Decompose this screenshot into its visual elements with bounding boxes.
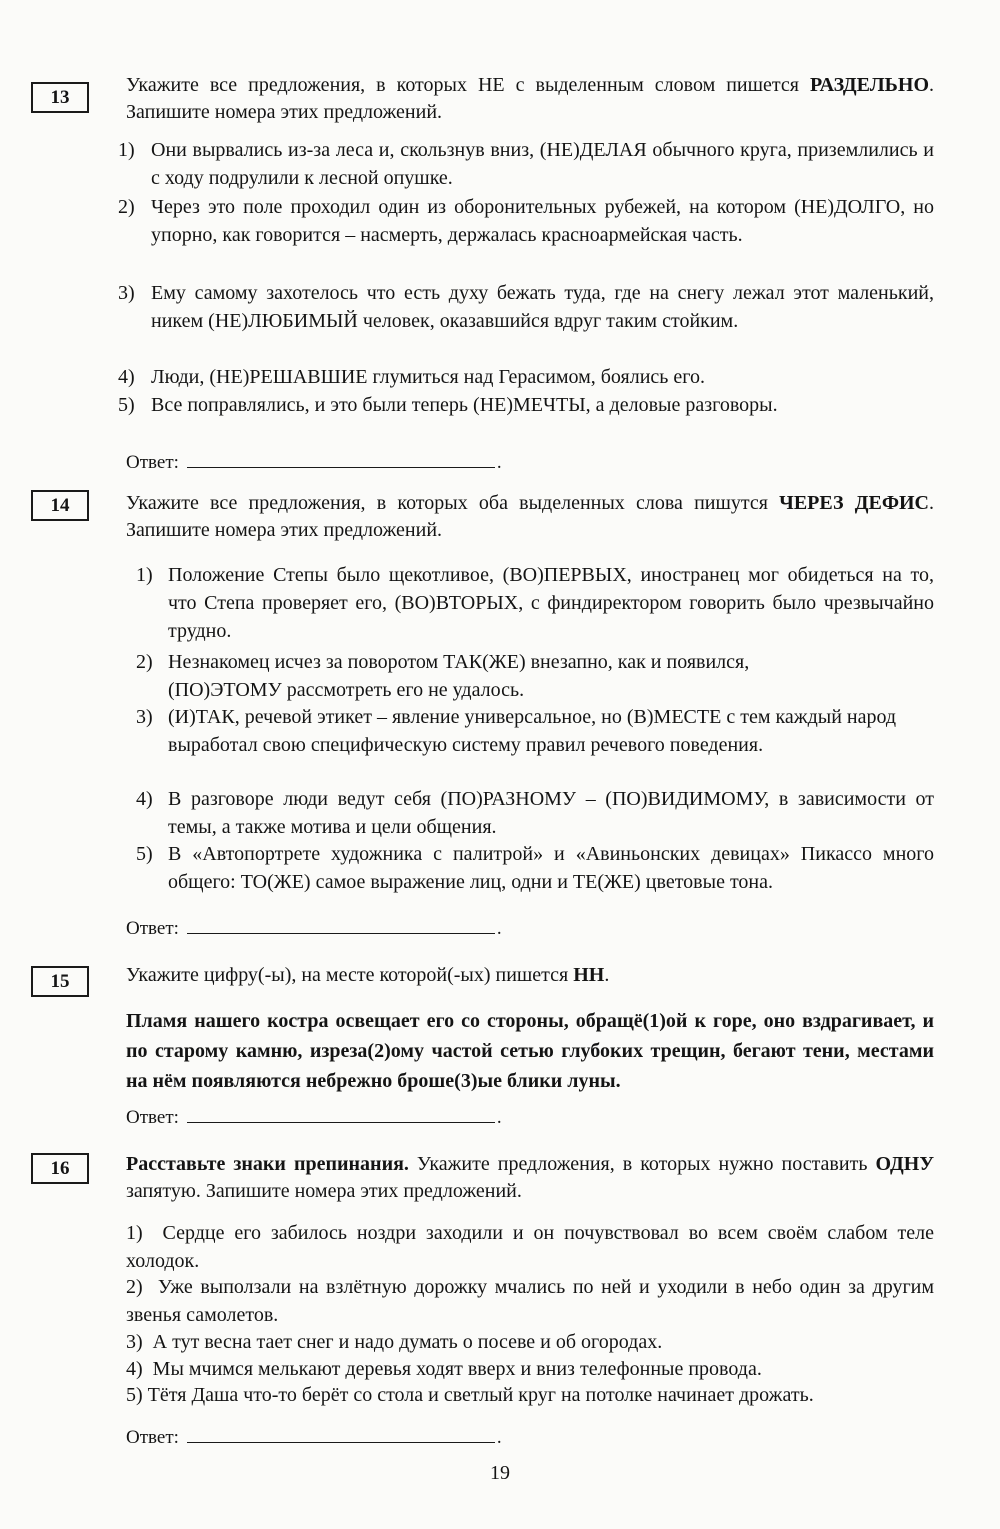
item-text: А тут весна тает снег и надо думать о посеве и об огородах. xyxy=(152,1331,663,1353)
item-text: Тётя Даша что-то берёт со стола и светлый круг на потолке начинает дрожать. xyxy=(147,1384,814,1406)
item-number: 2) xyxy=(118,196,135,218)
instr-bold: ОДНУ xyxy=(875,1153,934,1175)
answer-field: Ответ: . xyxy=(126,449,502,475)
item-number: 1) xyxy=(118,139,135,161)
instr-text: запятую. Запишите номера этих предложений. xyxy=(126,1180,522,1202)
instr-text: Укажите все предложения, в которых оба выделенных слова пишутся xyxy=(126,492,780,514)
task-14-instruction xyxy=(126,490,934,544)
answer-field: Ответ: . xyxy=(126,1104,502,1130)
instr-bold: НН xyxy=(573,964,605,986)
item-text: Сердце его забилось ноздри заходили и он почувствовал во всем своём слабом теле холодок. xyxy=(126,1222,934,1272)
item-number: 5) xyxy=(118,394,135,416)
item-text: Положение Степы было щекотливое, (ВО)ПЕРВЫХ, иностранец мог обидеться на то, что Степа проверяет его, (ВО)ВТОРЫХ, с финдиректором говорить было чрезвычайно трудно. xyxy=(168,564,934,642)
list-item xyxy=(126,1273,934,1329)
answer-line[interactable] xyxy=(187,1104,495,1123)
list-item xyxy=(136,785,934,841)
task-16-instruction xyxy=(126,1151,934,1205)
answer-label: Ответ: xyxy=(126,1107,179,1128)
item-number: 2) xyxy=(136,651,153,673)
answer-label: Ответ: xyxy=(126,918,179,939)
task-number-13: 13 xyxy=(31,82,89,113)
answer-label: Ответ: xyxy=(126,1427,179,1448)
task-15-passage: Пламя нашего костра освещает его со стороны, обращё(1)ой к горе, оно вздрагивает, и по старому камню, изреза(2)ому частой сетью глубоких трещин, бегают тени, местами на нём появляются небрежно броше(3)ые блики луны. xyxy=(126,1010,934,1092)
list-item xyxy=(126,1219,934,1275)
list-item xyxy=(136,703,934,759)
item-number: 1) xyxy=(126,1222,143,1244)
instr-text: . Запишите номера этих предложений. xyxy=(126,74,934,123)
item-text: (И)ТАК, речевой этикет – явление универсальное, но (В)МЕСТЕ с тем каждый народ выработал свою специфическую систему правил речевого поведения. xyxy=(168,706,897,756)
item-text: Мы мчимся мелькают деревья ходят вверх и вниз телефонные провода. xyxy=(152,1358,762,1380)
task-number-14: 14 xyxy=(31,490,89,521)
answer-field: Ответ: . xyxy=(126,1424,502,1450)
list-item xyxy=(118,279,934,335)
list-item xyxy=(118,136,934,192)
item-number: 5) xyxy=(126,1384,143,1406)
list-item xyxy=(126,1381,934,1409)
item-text: Все поправлялись, и это были теперь (НЕ)МЕЧТЫ, а деловые разговоры. xyxy=(151,394,778,416)
task-15-instruction xyxy=(126,962,934,989)
list-item xyxy=(126,1355,934,1383)
item-text: В разговоре люди ведут себя (ПО)РАЗНОМУ – (ПО)ВИДИМОМУ, в зависимости от темы, а также мотива и цели общения. xyxy=(168,788,934,838)
list-item xyxy=(126,1328,934,1356)
instr-text: Укажите цифру(-ы), на месте которой(-ых) пишется xyxy=(126,964,574,986)
item-text: Ему самому захотелось что есть духу бежать туда, где на снегу лежал этот маленький, никем (НЕ)ЛЮБИМЫЙ человек, оказавшийся вдруг таким стойким. xyxy=(151,282,934,332)
list-item xyxy=(118,391,934,419)
item-text: Уже выползали на взлётную дорожку мчались по ней и уходили в небо один за другим звенья самолетов. xyxy=(126,1276,935,1326)
item-number: 1) xyxy=(136,564,153,586)
list-item xyxy=(136,561,934,645)
item-number: 3) xyxy=(126,1331,143,1353)
instr-bold: РАЗДЕЛЬНО xyxy=(809,74,929,96)
item-number: 4) xyxy=(136,788,153,810)
answer-line[interactable] xyxy=(187,449,495,468)
task-13-instruction xyxy=(126,72,934,126)
answer-line[interactable] xyxy=(187,915,495,934)
list-item xyxy=(118,193,934,249)
task-number-15: 15 xyxy=(31,966,89,997)
instr-bold: ЧЕРЕЗ ДЕФИС xyxy=(779,492,929,514)
item-number: 4) xyxy=(126,1358,143,1380)
list-item xyxy=(136,648,856,704)
item-text: В «Автопортрете художника с палитрой» и «Авиньонских девицах» Пикассо много общего: ТО(ЖЕ) самое выражение лиц, одни и ТЕ(ЖЕ) цветовые тона. xyxy=(168,843,934,893)
item-number: 2) xyxy=(126,1276,143,1298)
answer-label: Ответ: xyxy=(126,452,179,473)
task-number-16: 16 xyxy=(31,1153,89,1184)
instr-text: . Запишите номера этих предложений. xyxy=(126,492,934,541)
instr-text: Укажите все предложения, в которых НЕ с выделенным словом пишется xyxy=(126,74,810,96)
instr-text: Укажите предложения, в которых нужно поставить xyxy=(408,1153,876,1175)
answer-field: Ответ: . xyxy=(126,915,502,941)
item-number: 4) xyxy=(118,366,135,388)
list-item xyxy=(118,363,934,391)
item-text: Люди, (НЕ)РЕШАВШИЕ глумиться над Герасимом, боялись его. xyxy=(151,366,706,388)
item-number: 5) xyxy=(136,843,153,865)
list-item xyxy=(136,840,934,896)
instr-text: . xyxy=(604,964,610,986)
item-text: Через это поле проходил один из оборонительных рубежей, на котором (НЕ)ДОЛГО, но упорно, как говорится – насмерть, держалась красноармейская часть. xyxy=(151,196,934,246)
item-text: Незнакомец исчез за поворотом ТАК(ЖЕ) внезапно, как и появился, (ПО)ЭТОМУ рассмотреть его не удалось. xyxy=(168,651,750,701)
item-number: 3) xyxy=(136,706,153,728)
item-number: 3) xyxy=(118,282,135,304)
answer-line[interactable] xyxy=(187,1424,495,1443)
item-text: Они вырвались из-за леса и, скользнув вниз, (НЕ)ДЕЛАЯ обычного круга, приземлились и с ходу подрулили к лесной опушке. xyxy=(151,139,934,189)
instr-bold: Расставьте знаки препинания. xyxy=(126,1153,409,1175)
page-number: 19 xyxy=(490,1462,510,1484)
